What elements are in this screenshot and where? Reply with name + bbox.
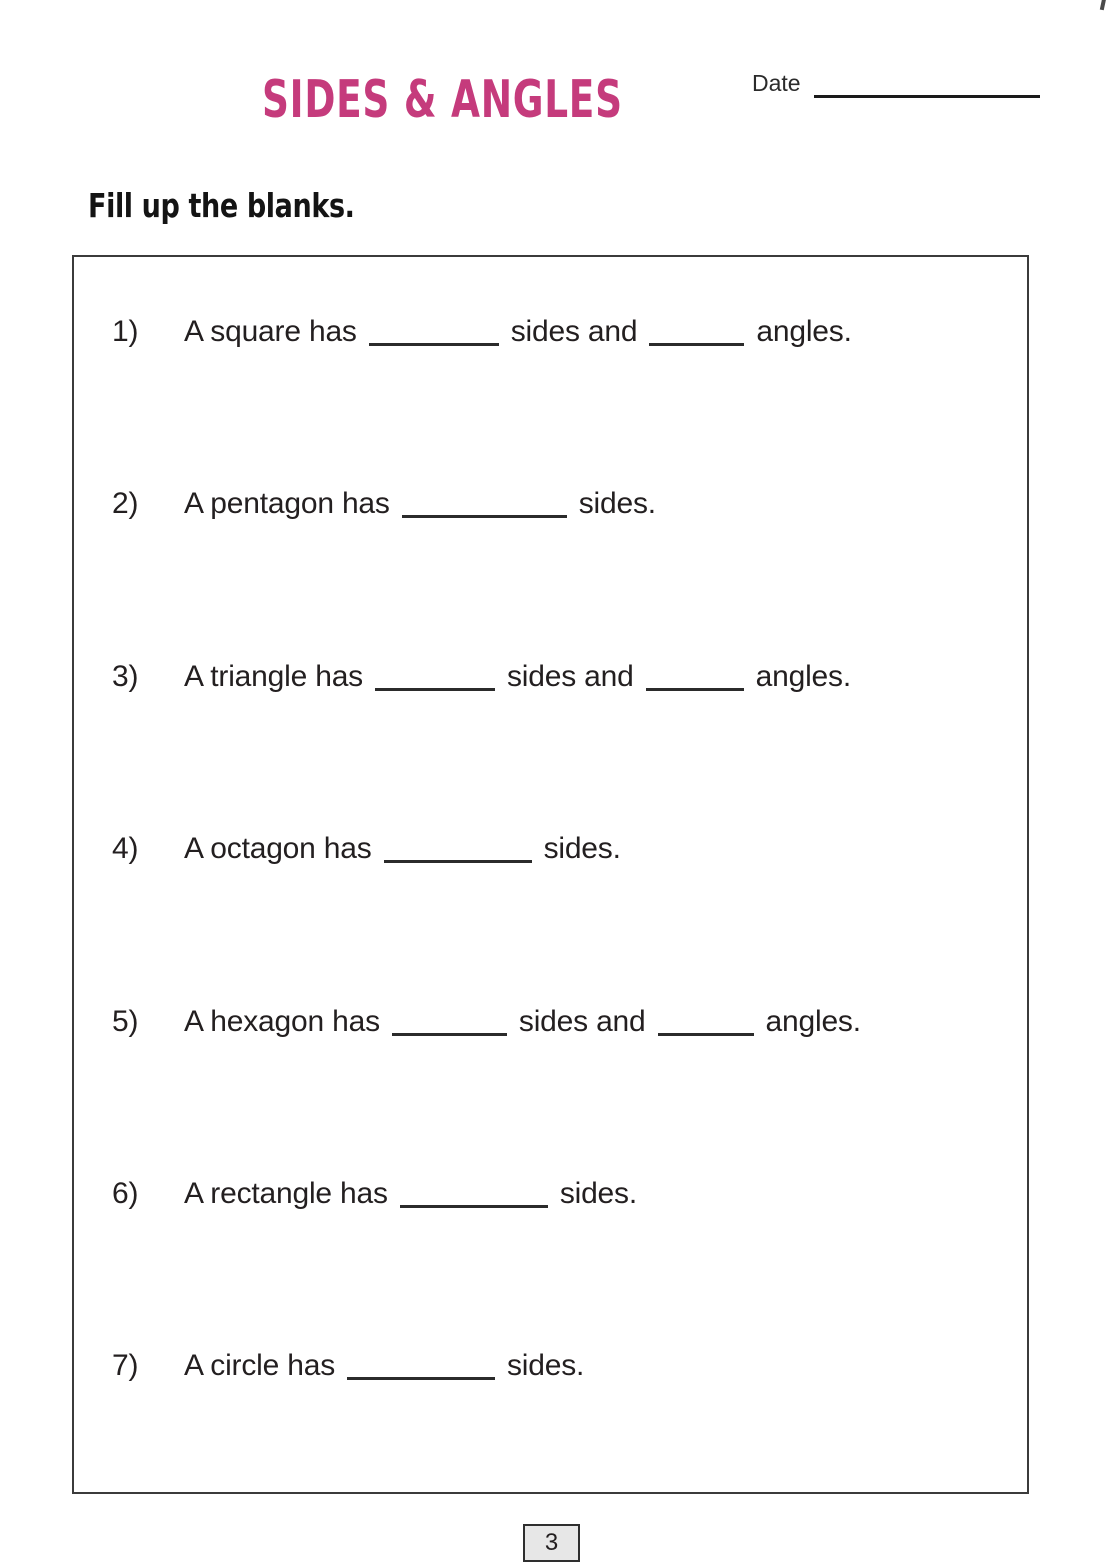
question-text: A circle has xyxy=(184,1349,335,1382)
date-label: Date xyxy=(752,70,801,96)
answer-blank[interactable] xyxy=(400,1205,548,1208)
question-row xyxy=(112,1002,861,1042)
question-number: 1) xyxy=(112,315,139,348)
instruction-text: Fill up the blanks. xyxy=(88,186,355,225)
answer-blank[interactable] xyxy=(649,343,744,346)
answer-blank[interactable] xyxy=(369,343,499,346)
question-text: A triangle has xyxy=(184,660,363,693)
questions-box xyxy=(72,255,1029,1494)
question-text: A square has xyxy=(184,315,357,348)
question-row xyxy=(112,484,656,524)
question-row xyxy=(112,1346,584,1386)
question-number: 5) xyxy=(112,1005,139,1038)
answer-blank[interactable] xyxy=(658,1033,754,1036)
question-row xyxy=(112,657,851,697)
question-text: sides. xyxy=(578,487,656,520)
answer-blank[interactable] xyxy=(375,688,495,691)
question-text: A pentagon has xyxy=(184,487,390,520)
answer-blank[interactable] xyxy=(646,688,744,691)
question-row xyxy=(112,1174,637,1214)
scan-artifact-mark xyxy=(1100,0,1106,10)
worksheet-title: SIDES & ANGLES xyxy=(262,70,623,130)
question-text: A hexagon has xyxy=(184,1005,380,1038)
question-text: sides and xyxy=(507,660,634,693)
question-text: angles. xyxy=(756,315,852,348)
question-row xyxy=(112,829,621,869)
answer-blank[interactable] xyxy=(392,1033,507,1036)
question-text: sides. xyxy=(543,832,621,865)
page-number-badge xyxy=(523,1524,580,1562)
answer-blank[interactable] xyxy=(384,860,532,863)
question-number: 7) xyxy=(112,1349,139,1382)
answer-blank[interactable] xyxy=(402,515,567,518)
question-number: 2) xyxy=(112,487,139,520)
question-text: angles. xyxy=(755,660,851,693)
question-number: 4) xyxy=(112,832,139,865)
question-number: 3) xyxy=(112,660,139,693)
question-text: sides. xyxy=(559,1177,637,1210)
question-row xyxy=(112,312,852,352)
question-text: angles. xyxy=(765,1005,861,1038)
question-text: sides and xyxy=(510,315,638,348)
question-text: sides and xyxy=(518,1005,646,1038)
question-text: A octagon has xyxy=(184,832,372,865)
answer-blank[interactable] xyxy=(347,1377,495,1380)
page-number: 3 xyxy=(544,1529,559,1556)
question-text: A rectangle has xyxy=(184,1177,388,1210)
question-text: sides. xyxy=(507,1349,585,1382)
date-fill-in-line[interactable] xyxy=(814,95,1040,98)
question-number: 6) xyxy=(112,1177,139,1210)
